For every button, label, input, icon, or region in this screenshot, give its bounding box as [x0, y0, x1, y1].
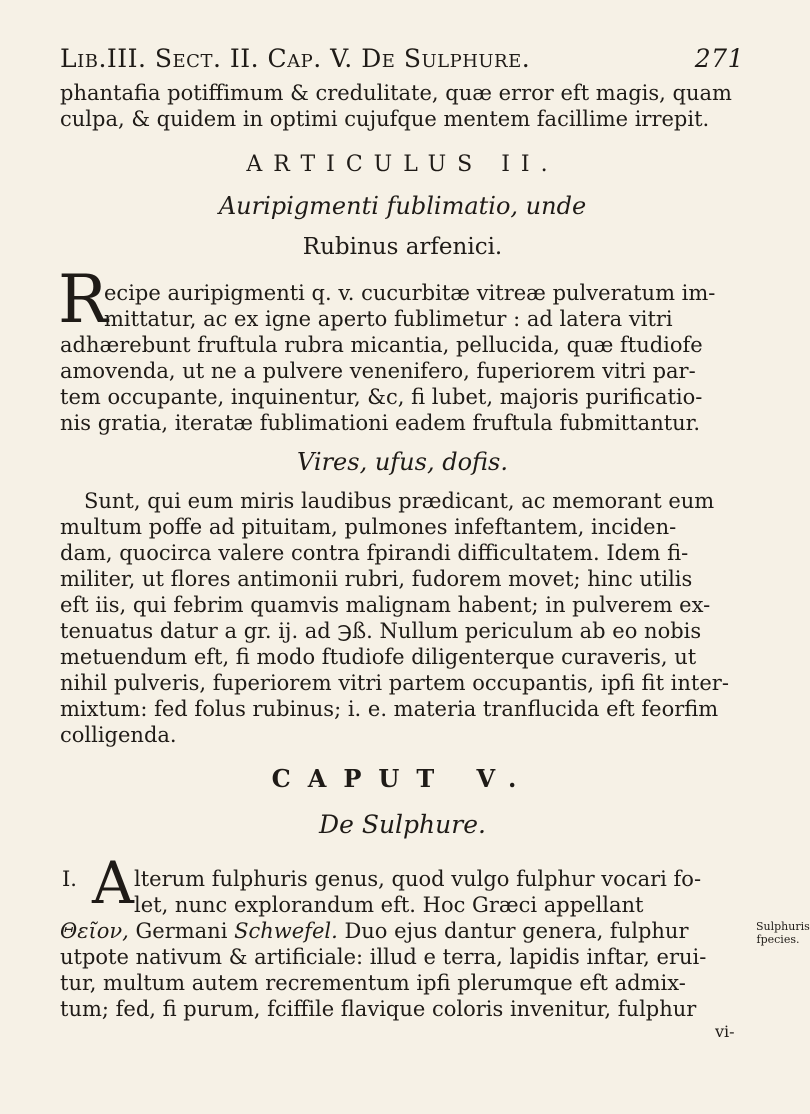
page-number: 271	[694, 43, 744, 73]
vires-line-6: tenuatus datur a gr. ij. ad ℈ß. Nullum periculum ab eo nobis	[60, 619, 702, 643]
recipe-line-2: mittatur, ac ex igne aperto fublimetur : ad latera vitri	[104, 307, 673, 331]
vires-line-4: militer, ut flores antimonii rubri, fudorem movet; hinc utilis	[60, 567, 693, 591]
vires-line-9: mixtum: fed folus rubinus; i. e. materia tranflucida eft feorfim	[60, 697, 719, 721]
vires-line-5: eft iis, qui febrim quamvis malignam habent; in pulverem ex-	[60, 593, 711, 617]
caput-heading: CAPUT V.	[271, 764, 534, 793]
intro-line-1: phantafia potiffimum & credulitate, quæ error eft magis, quam	[60, 81, 732, 105]
caput-title: De Sulphure.	[319, 810, 486, 839]
vires-line-8: nihil pulveris, fuperiorem vitri partem occupantis, ipfi fit inter-	[60, 671, 729, 695]
recipe-line-3: adhærebunt fruftula rubra micantia, pellucida, quæ ftudiofe	[60, 333, 703, 357]
sulphur-line-5: tur, multum autem recrementum ipfi plerumque eft admix-	[60, 971, 686, 995]
recipe-line-5: tem occupante, inquinentur, &c, fi lubet, majoris purificatio-	[60, 385, 703, 409]
vires-line-3: dam, quocirca valere contra fpirandi difficultatem. Idem fi-	[60, 541, 689, 565]
recipe-line-1: ecipe auripigmenti q. v. cucurbitæ vitreæ pulveratum im-	[104, 281, 716, 305]
drop-cap-r: R	[58, 261, 108, 338]
recipe-line-4: amovenda, ut ne a pulvere venenifero, fuperiorem vitri par-	[60, 359, 696, 383]
section-number: I.	[62, 867, 77, 891]
vires-line-1: Sunt, qui eum miris laudibus prædicant, ac memorant eum	[84, 489, 715, 513]
greek-word: Θεῖον,	[60, 919, 129, 943]
sulphur-line-3	[60, 918, 700, 944]
vires-heading: Vires, ufus, dofis.	[297, 448, 508, 476]
margin-note-line-1: Sulphuris	[756, 920, 810, 933]
catchword: vi-	[715, 1022, 735, 1041]
sulphur-line-6: tum; fed, fi purum, fciffile flavique coloris invenitur, fulphur	[60, 997, 697, 1021]
sulphur-line-3-mid: Germani	[128, 919, 235, 943]
recipe-line-6: nis gratia, iteratæ fublimationi eadem fruftula fubmittantur.	[60, 411, 701, 435]
vires-line-7: metuendum eft, fi modo ftudiofe diligenterque curaveris, ut	[60, 645, 697, 669]
vires-line-2: multum poffe ad pituitam, pulmones infeftantem, inciden-	[60, 515, 677, 539]
sulphur-line-1: lterum fulphuris genus, quod vulgo fulphur vocari fo-	[134, 867, 702, 891]
vires-line-10: colligenda.	[60, 723, 177, 747]
german-word: Schwefel.	[234, 919, 338, 943]
intro-line-2: culpa, & quidem in optimi cujufque mentem facillime irrepit.	[60, 107, 710, 131]
drop-cap-a: A	[92, 849, 134, 917]
sulphur-line-2: let, nunc explorandum eft. Hoc Græci appellant	[134, 893, 644, 917]
sulphur-line-3-rest: Duo ejus dantur genera, fulphur	[337, 919, 689, 943]
margin-note-line-2: fpecies.	[756, 933, 800, 946]
margin-note	[756, 920, 810, 946]
articulus-title-line-2: Rubinus arfenici.	[302, 234, 503, 260]
sulphur-line-4: utpote nativum & artificiale: illud e terra, lapidis inftar, erui-	[60, 945, 707, 969]
running-title: Lib.III. Sect. II. Cap. V. De Sulphure.	[60, 43, 531, 73]
articulus-title-line-1: Auripigmenti fublimatio, unde	[218, 192, 587, 220]
running-header	[60, 40, 750, 76]
articulus-heading: ARTICULUS II.	[246, 152, 559, 177]
